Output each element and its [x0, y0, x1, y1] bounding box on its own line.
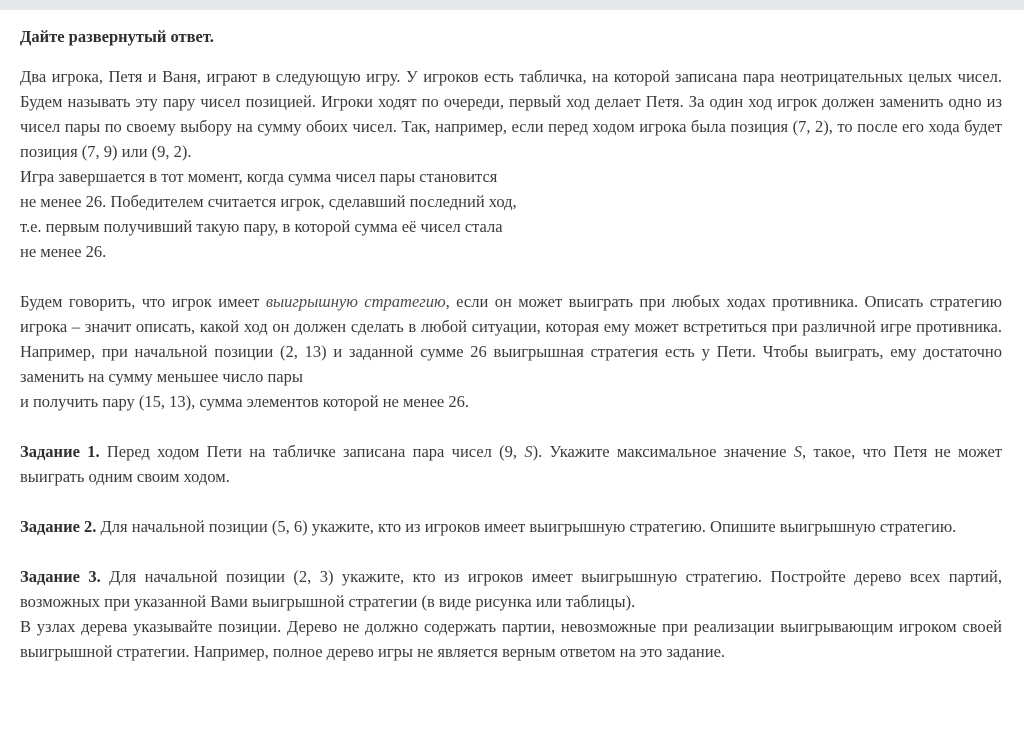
strategy-text-start: Будем говорить, что игрок имеет	[20, 292, 266, 311]
task-2-text: Для начальной позиции (5, 6) укажите, кто из игроков имеет выигрышную стратегию. Опишите выигрышную стратегию.	[96, 517, 957, 536]
task-1-text-c: , такое, что Петя не может выиграть одним своим ходом.	[20, 442, 1002, 486]
task-1-variable: S	[793, 442, 802, 461]
game-description: Два игрока, Петя и Ваня, играют в следующую игру. У игроков есть табличка, на которой записана пара неотрицательных целых чисел. Будем называть эту пару чисел позицией. Игроки ходят по очереди, первый ход делает Петя. За один ход игрок должен заменить одно из чисел пары по своему выбору на сумму обоих чисел. Так, например, если перед ходом игрока была позиция (7, 2), то после его хода будет позиция (7, 9) или (9, 2).	[20, 67, 1002, 161]
task-2	[20, 514, 1002, 539]
strategy-text-rest: , если он может выиграть при любых ходах противника. Описать стратегию игрока – значит описать, какой ход он должен сделать в любой ситуации, которая ему может встретиться при различной игре противника. Например, при начальной позиции (2, 13) и заданной сумме 26 выигрышная стратегия есть у Пети. Чтобы выиграть, ему достаточно заменить на сумму меньшее число пары	[20, 292, 1002, 386]
task-2-label: Задание 2.	[20, 517, 97, 536]
instruction-heading: Дайте развернутый ответ.	[20, 27, 214, 46]
task-content	[20, 24, 1002, 664]
task-3-label: Задание 3.	[20, 567, 101, 586]
game-end-condition	[20, 164, 580, 264]
task-3-text: Для начальной позиции (2, 3) укажите, кто из игроков имеет выигрышную стратегию. Постройте дерево всех партий, возможных при указанной Вами выигрышной стратегии (в виде рисунка или таблицы).	[20, 567, 1002, 611]
end-line: Игра завершается в тот момент, когда сумма чисел пары становится	[20, 167, 498, 186]
task-1-variable: S	[524, 442, 533, 461]
task-1-text-b: ). Укажите максимальное значение	[532, 442, 794, 461]
end-line: не менее 26.	[20, 242, 107, 261]
task-1-label: Задание 1.	[20, 442, 100, 461]
winning-strategy-term: выигрышную стратегию	[265, 292, 446, 311]
task-3-note: В узлах дерева указывайте позиции. Дерево не должно содержать партии, невозможные при реализации выигрывающим игроком своей выигрышной стратегии. Например, полное дерево игры не является верным ответом на это задание.	[20, 617, 1002, 661]
task-1	[20, 439, 1002, 489]
strategy-last-line: и получить пару (15, 13), сумма элементов которой не менее 26.	[20, 392, 469, 411]
end-line: т.е. первым получивший такую пару, в которой сумма её чисел стала	[20, 217, 503, 236]
task-3	[20, 564, 1002, 614]
task-1-text-a: Перед ходом Пети на табличке записана пара чисел (9,	[99, 442, 525, 461]
strategy-definition	[20, 289, 1002, 389]
top-bar	[0, 0, 1024, 10]
end-line: не менее 26. Победителем считается игрок, сделавший последний ход,	[20, 192, 517, 211]
